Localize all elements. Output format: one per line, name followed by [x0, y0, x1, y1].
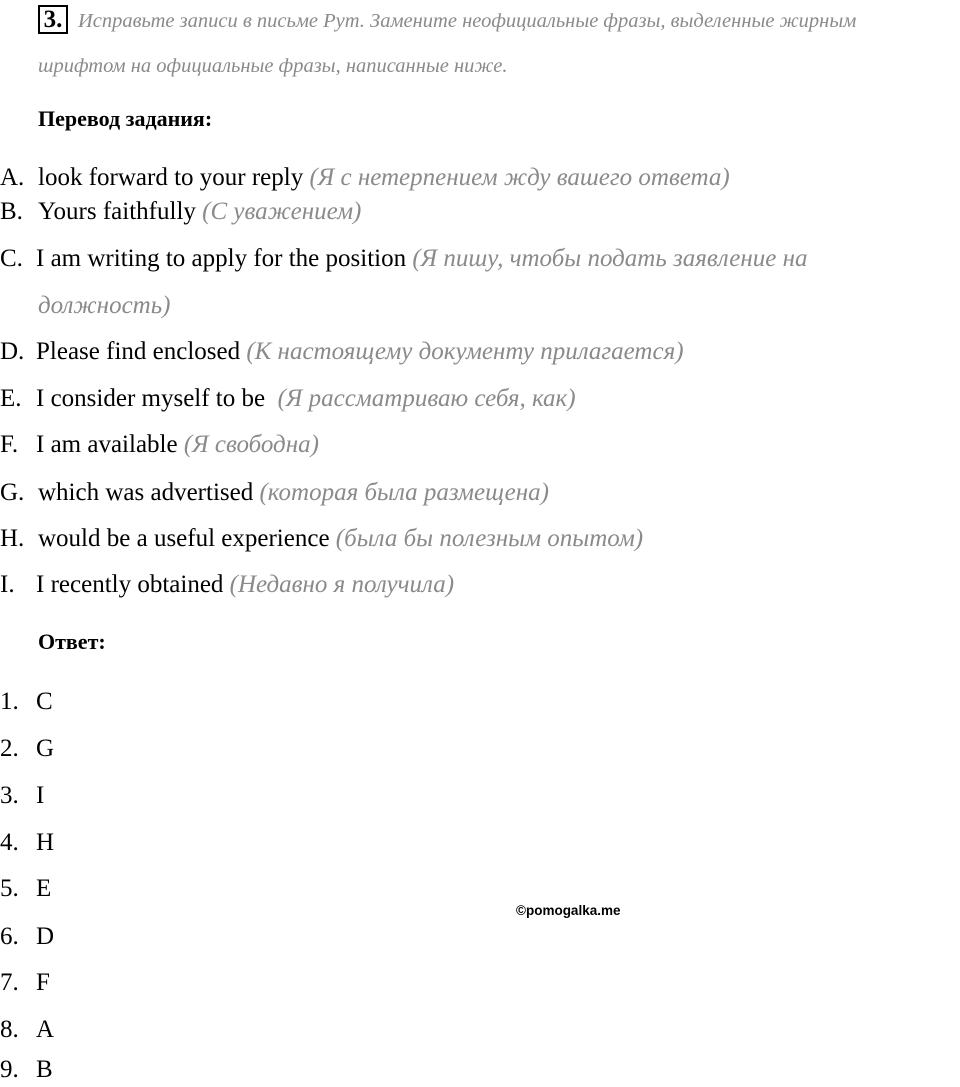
item-russian: (С уважением)	[202, 198, 362, 225]
item-english: would be a useful experience	[38, 525, 330, 552]
answer-number: 9.	[0, 1056, 19, 1083]
item-letter: A.	[0, 164, 25, 191]
item-russian-continuation: должность)	[38, 292, 171, 319]
answer-number: 7.	[0, 969, 19, 996]
watermark: ©pomogalka.me	[516, 903, 621, 918]
item-russian: (Я рассматриваю себя, как)	[277, 385, 576, 412]
answer-value: H	[36, 829, 55, 856]
item-letter: D.	[0, 338, 25, 365]
translation-item	[38, 476, 549, 510]
translation-item	[38, 161, 730, 195]
item-letter: C.	[0, 245, 23, 272]
translation-item	[38, 195, 361, 229]
answer-value: G	[36, 735, 55, 762]
item-english: I am writing to apply for the position	[36, 245, 407, 272]
item-english: look forward to your reply	[38, 164, 304, 191]
translation-item	[38, 522, 643, 556]
answer-number: 1.	[0, 688, 19, 715]
translation-item	[36, 242, 807, 276]
translation-heading: Перевод задания:	[38, 106, 213, 131]
task-number-box: 3.	[38, 5, 68, 34]
answer-number: 6.	[0, 923, 19, 950]
translation-item	[36, 428, 319, 462]
item-english: I recently obtained	[36, 571, 224, 598]
item-english: Yours faithfully	[38, 198, 196, 225]
translation-item	[36, 382, 576, 416]
answer-value: E	[36, 875, 52, 902]
item-letter: I.	[0, 571, 15, 598]
item-russian: (К настоящему документу прилагается)	[246, 338, 684, 365]
answer-number: 5.	[0, 875, 19, 902]
answer-value: A	[36, 1016, 55, 1043]
item-russian: (Я пишу, чтобы подать заявление на	[412, 245, 808, 272]
item-letter: H.	[0, 525, 25, 552]
answer-value: I	[36, 782, 45, 809]
answer-number: 3.	[0, 782, 19, 809]
item-letter: F.	[0, 431, 19, 458]
task-instruction-line-2: шрифтом на официальные фразы, написанные ниже.	[38, 55, 508, 77]
answer-number: 8.	[0, 1016, 19, 1043]
item-letter: G.	[0, 479, 25, 506]
item-letter: E.	[0, 385, 22, 412]
item-russian: (которая была размещена)	[259, 479, 549, 506]
answer-value: D	[36, 923, 55, 950]
answer-value: C	[36, 688, 53, 715]
translation-item	[36, 568, 454, 602]
item-english: Please find enclosed	[36, 338, 241, 365]
answer-number: 2.	[0, 735, 19, 762]
item-russian: (была бы полезным опытом)	[335, 525, 644, 552]
answer-number: 4.	[0, 829, 19, 856]
item-english: which was advertised	[38, 479, 254, 506]
item-russian: (Недавно я получила)	[229, 571, 455, 598]
item-russian: (Я свободна)	[183, 431, 319, 458]
answer-value: B	[36, 1056, 53, 1083]
answer-value: F	[36, 969, 50, 996]
item-letter: B.	[0, 198, 23, 225]
item-russian: (Я с нетерпением жду вашего ответа)	[309, 164, 730, 191]
task-instruction-line-1: Исправьте записи в письме Рут. Замените неофициальные фразы, выделенные жирным	[78, 10, 857, 32]
answer-heading: Ответ:	[38, 629, 106, 654]
item-english: I am available	[36, 431, 178, 458]
translation-item	[36, 335, 684, 369]
item-english: I consider myself to be	[36, 385, 266, 412]
